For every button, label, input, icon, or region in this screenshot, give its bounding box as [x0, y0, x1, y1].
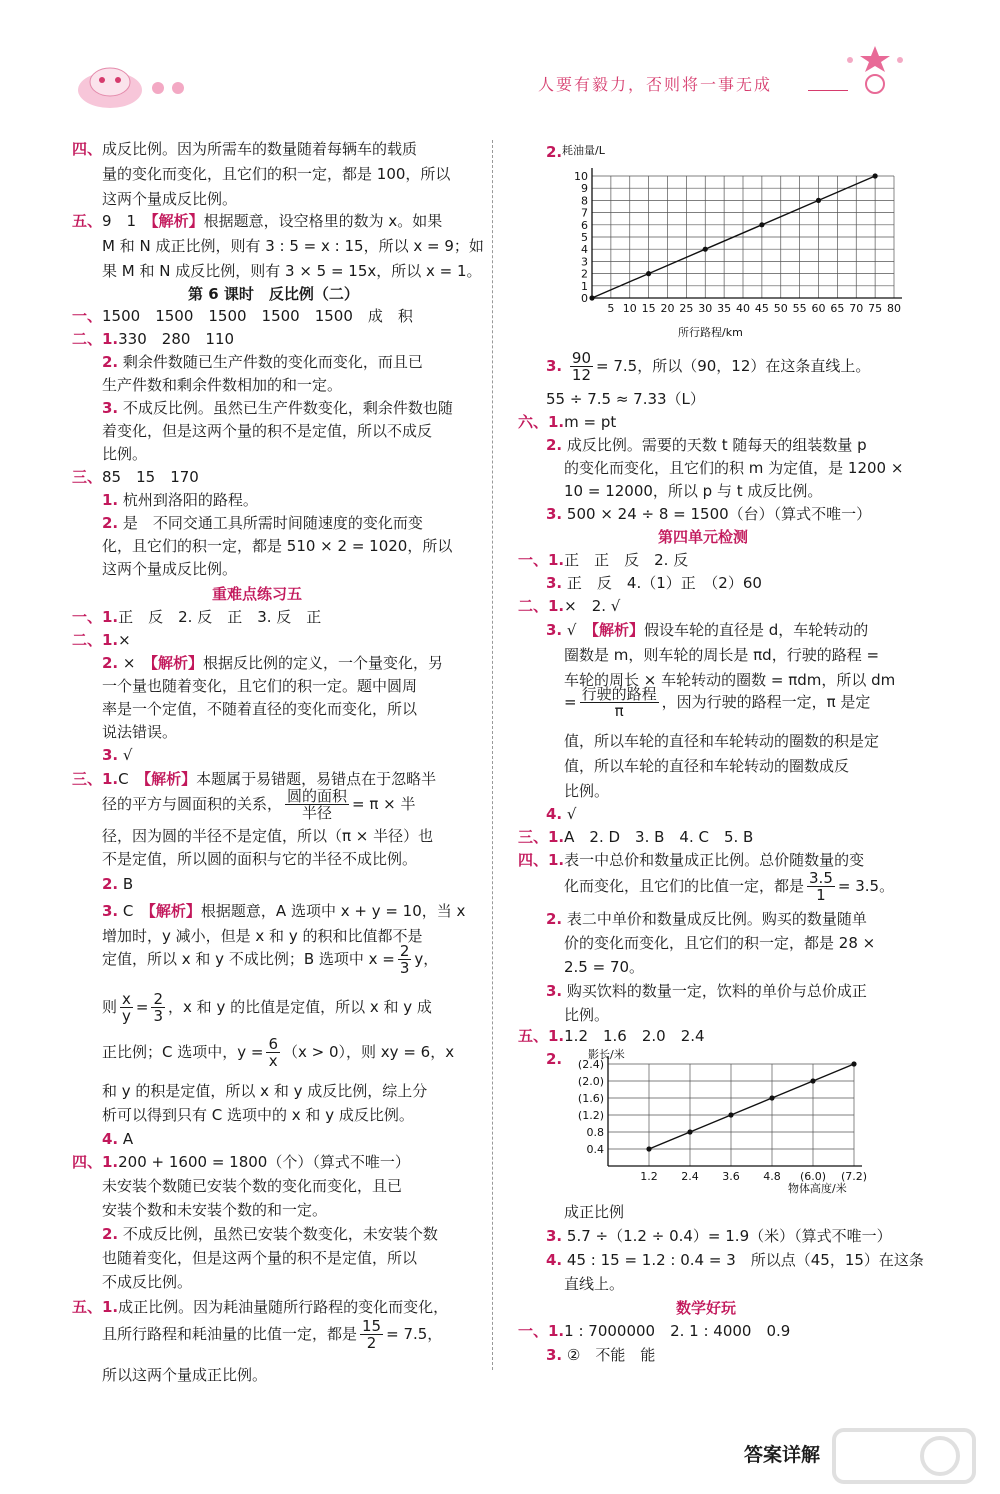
data-point	[851, 1061, 856, 1066]
answer-line: 3. 正 反 4.（1）正 （2）60	[546, 574, 762, 592]
answer-line: 2. 表二中单价和数量成反比例。购买的数量随单	[546, 910, 867, 928]
x-tick-label: 45	[754, 302, 769, 315]
page-header	[0, 0, 1000, 120]
answer-line: 2.5 = 70。	[564, 958, 645, 976]
footer-label: 答案详解	[744, 1444, 821, 1466]
answer-line: 增加时，y 减小，但是 x 和 y 的积和比值都不是	[102, 927, 423, 945]
answer-line: 3. C 【解析】根据题意，A 选项中 x + y = 10，当 x	[102, 902, 466, 920]
answer-line: 五、1.成正比例。因为耗油量随所行路程的变化而变化，	[72, 1298, 449, 1316]
answer-line: 则 $\frac{x}{y}$ = $\frac{2}{3}$ ，x 和 y 的比值是定值，所以 x 和 y 成	[102, 990, 432, 1025]
answer-line: 一、1.正 反 2. 反 正 3. 反 正	[72, 608, 322, 626]
answer-line: 不成反比例。	[102, 1273, 193, 1291]
fraction: $\frac{\text{圆的面积}}{\text{半径}}$	[287, 787, 348, 822]
answer-line: 2. 剩余件数随已生产件数的变化而变化，而且已	[102, 353, 423, 371]
x-axis-label: 所行路程/km	[678, 326, 743, 339]
answer-line: 二、1.× 2. √	[518, 597, 621, 615]
crown-decoration-icon	[830, 40, 920, 110]
answer-line: 且所行路程和耗油量的比值一定，都是 $\frac{15}{2}$ = 7.5，	[102, 1317, 443, 1352]
origin-label: 0	[581, 292, 588, 305]
answer-line: 说法错误。	[102, 723, 178, 741]
x-tick-label: 80	[887, 302, 901, 315]
y-tick-label: 6	[581, 218, 588, 232]
answer-line: 五、1.1.2 1.6 2.0 2.4	[518, 1027, 705, 1045]
answer-line: 这两个量成反比例。	[102, 190, 238, 208]
y-tick-label: 9	[581, 182, 588, 196]
x-tick-label: 2.4	[681, 1170, 699, 1183]
answer-line: = $\frac{\text{行驶的路程}}{\pi}$ ，因为行驶的路程一定，π 是定	[564, 685, 871, 720]
fraction: $\frac{15}{2}$	[362, 1317, 382, 1352]
y-tick-label: (1.6)	[577, 1092, 604, 1105]
answer-line: 不是定值，所以圆的面积与它的半径不成比例。	[102, 850, 418, 868]
answer-line: 果 M 和 N 成反比例，则有 3 × 5 = 15x，所以 x = 1。	[102, 262, 482, 280]
x-tick-label: 4.8	[763, 1170, 781, 1183]
y-tick-label: (2.4)	[577, 1058, 604, 1071]
x-tick-label: 50	[773, 302, 788, 315]
answer-line: 所以这两个量成正比例。	[102, 1366, 268, 1384]
data-point	[816, 198, 821, 203]
section-heading: 重难点练习五	[212, 585, 303, 603]
answer-line: 3. $\frac{90}{12}$ = 7.5，所以（90，12）在这条直线上。	[546, 349, 871, 384]
answer-line: 这两个量成反比例。	[102, 560, 238, 578]
x-tick-label: 75	[868, 302, 883, 315]
answer-line: 2. × 【解析】根据反比例的定义，一个量变化，另	[102, 654, 444, 672]
answer-line: 径，因为圆的半径不是定值，所以（π × 半径）也	[102, 827, 434, 845]
answer-line: 3. 购买饮料的数量一定，饮料的单价与总价成正	[546, 982, 867, 1000]
x-tick-label: 5	[607, 302, 615, 315]
answer-line: 安装个数和未安装个数的和一定。	[102, 1201, 328, 1219]
y-tick-label: 4	[581, 243, 588, 257]
x-tick-label: 55	[792, 302, 807, 315]
data-point	[687, 1129, 692, 1134]
section-heading: 第 6 课时 反比例（二）	[188, 285, 359, 303]
fraction: $\frac{2}{3}$	[153, 990, 164, 1025]
cartoon-decoration-icon	[70, 52, 200, 112]
y-axis-label: 影长/米	[588, 1048, 625, 1061]
x-tick-label: 10	[622, 302, 637, 315]
y-tick-label: 7	[581, 206, 588, 220]
answer-line: 二、1.×	[72, 631, 131, 649]
answer-line: 六、1.m = pt	[518, 413, 617, 431]
x-tick-label: 35	[717, 302, 732, 315]
fuel-consumption-chart	[558, 140, 918, 350]
y-tick-label: (2.0)	[577, 1075, 604, 1088]
answer-line: 五、9 1 【解析】根据题意，设空格里的数为 x。如果	[72, 212, 443, 230]
answer-line: 4. 45 : 15 = 1.2 : 0.4 = 3 所以点（45，15）在这条	[546, 1251, 924, 1269]
x-tick-label: (7.2)	[840, 1170, 868, 1183]
data-point	[759, 222, 764, 227]
x-axis-label: 物体高度/米	[788, 1182, 847, 1195]
answer-line: 1. 杭州到洛阳的路程。	[102, 491, 258, 509]
answer-line: 生产件数和剩余件数相加的和一定。	[102, 376, 343, 394]
y-tick-label: 8	[581, 194, 588, 208]
answer-line: 着变化，但是这两个量的积不是定值，所以不成反	[102, 422, 433, 440]
answer-line: 未安装个数随已安装个数的变化而变化，且已	[102, 1177, 403, 1195]
answer-line: 4. √	[546, 805, 577, 823]
fraction: $\frac{3.5}{1}$	[809, 869, 833, 904]
answer-line: 量的变化而变化，且它们的积一定，都是 100，所以	[102, 165, 451, 183]
answer-line: 价的变化而变化，且它们的积一定，都是 28 ×	[564, 934, 876, 952]
answer-line: 化，且它们的积一定，都是 510 × 2 = 1020，所以	[102, 537, 453, 555]
answer-line: 4. A	[102, 1130, 134, 1148]
y-tick-label: 0.8	[586, 1126, 604, 1139]
fraction: $\frac{6}{x}$	[268, 1035, 279, 1070]
data-point	[873, 173, 878, 178]
y-tick-label: 10	[574, 170, 588, 183]
answer-line: 2. B	[102, 875, 134, 893]
answer-line: 比例。	[564, 782, 610, 800]
answer-line: 一个量也随着变化，且它们的积一定。题中圆周	[102, 677, 418, 695]
answer-line: 2. 成反比例。需要的天数 t 随每天的组装数量 p	[546, 436, 867, 454]
answer-line: 三、1.A 2. D 3. B 4. C 5. B	[518, 828, 754, 846]
answer-line: 55 ÷ 7.5 ≈ 7.33（L）	[546, 390, 705, 408]
answer-line: 析可以得到只有 C 选项中的 x 和 y 成反比例。	[102, 1106, 414, 1124]
data-point	[703, 247, 708, 252]
answer-line: 比例。	[564, 1006, 610, 1024]
motto-text: 人要有毅力，否则将一事无成	[538, 75, 773, 94]
answer-line: 一、1.1 : 7000000 2. 1 : 4000 0.9	[518, 1322, 791, 1340]
x-tick-label: 65	[830, 302, 845, 315]
series-line	[649, 1064, 854, 1149]
data-point	[769, 1095, 774, 1100]
answer-line: 正比例；C 选项中，y = $\frac{6}{x}$ （x > 0），则 xy = 6，x	[102, 1035, 455, 1070]
answer-line: 值，所以车轮的直径和车轮转动的圈数成反	[564, 757, 850, 775]
x-tick-label: 25	[679, 302, 694, 315]
fraction: $\frac{\text{行驶的路程}}{\pi}$	[581, 685, 657, 720]
fraction: $\frac{x}{y}$	[122, 990, 131, 1025]
answer-line: 直线上。	[564, 1275, 625, 1293]
data-point	[646, 271, 651, 276]
answer-line: 四、1.表一中总价和数量成正比例。总价随数量的变	[518, 851, 865, 869]
answer-line: 和 y 的积是定值，所以 x 和 y 成反比例，综上分	[102, 1082, 428, 1100]
x-tick-label: 1.2	[640, 1170, 658, 1183]
answer-line: 值，所以车轮的直径和车轮转动的圈数的积是定	[564, 732, 880, 750]
y-axis-label: 耗油量/L	[562, 144, 605, 157]
x-tick-label: (6.0)	[799, 1170, 827, 1183]
answer-line: 一、1500 1500 1500 1500 1500 成 积	[72, 307, 413, 325]
answer-line: 二、1.330 280 110	[72, 330, 235, 348]
answer-line: 车轮的周长 × 车轮转动的圈数 = πdm，所以 dm	[564, 671, 896, 689]
answer-line: 3. √	[102, 746, 133, 764]
answer-line: 一、1.正 正 反 2. 反	[518, 551, 689, 569]
data-point	[589, 295, 594, 300]
y-tick-label: 2	[581, 267, 588, 281]
x-tick-label: 15	[641, 302, 656, 315]
x-tick-label: 70	[849, 302, 864, 315]
answer-line: 10 = 12000，所以 p 与 t 成反比例。	[564, 482, 823, 500]
shadow-length-chart	[558, 1046, 918, 1196]
data-point	[646, 1146, 651, 1151]
answer-line: 2. 是 不同交通工具所需时间随速度的变化而变	[102, 514, 423, 532]
answer-line: 定值，所以 x 和 y 不成比例；B 选项中 x = $\frac{2}{3}$ y，	[102, 942, 439, 977]
answer-line: 径的平方与圆面积的关系， $\frac{\text{圆的面积}}{\text{半径}}$ = π × 半	[102, 787, 416, 822]
x-tick-label: 30	[698, 302, 713, 315]
answer-line: 的变化而变化，且它们的积 m 为定值，是 1200 ×	[564, 459, 904, 477]
answer-line: 3. √ 【解析】假设车轮的直径是 d，车轮转动的	[546, 621, 869, 639]
y-tick-label: 0.4	[586, 1143, 604, 1156]
data-point	[810, 1078, 815, 1083]
answer-line: 2.	[546, 1050, 563, 1068]
fraction: $\frac{2}{3}$	[399, 942, 410, 977]
answer-line: 四、成反比例。因为所需车的数量随着每辆车的载质	[72, 140, 418, 158]
answer-line: 四、1.200 + 1600 = 1800（个）（算式不唯一）	[72, 1153, 410, 1171]
answer-line: 2.	[546, 143, 563, 161]
y-tick-label: 1	[581, 279, 588, 293]
fraction: $\frac{90}{12}$	[571, 349, 592, 384]
x-tick-label: 3.6	[722, 1170, 740, 1183]
answer-line: M 和 N 成正比例，则有 3 : 5 = x : 15，所以 x = 9；如	[102, 237, 484, 255]
x-tick-label: 60	[811, 302, 826, 315]
x-tick-label: 40	[736, 302, 750, 315]
answer-line: 三、1.C 【解析】本题属于易错题，易错点在于忽略半	[72, 770, 437, 788]
answer-line: 化而变化，且它们的比值一定，都是 $\frac{3.5}{1}$ = 3.5。	[564, 869, 895, 904]
section-heading: 第四单元检测	[658, 528, 749, 546]
section-heading: 数学好玩	[676, 1299, 737, 1317]
data-point	[728, 1112, 733, 1117]
x-tick-label: 20	[660, 302, 675, 315]
y-tick-label: (1.2)	[577, 1109, 604, 1122]
answer-line: 3. 500 × 24 ÷ 8 = 1500（台）（算式不唯一）	[546, 505, 872, 523]
answer-line: 圈数是 m，则车轮的周长是 πd，行驶的路程 =	[564, 646, 880, 664]
answer-line: 成正比例	[564, 1203, 625, 1221]
answer-line: 3. 不成反比例。虽然已生产件数变化，剩余件数也随	[102, 399, 453, 417]
answer-line: 3. 5.7 ÷（1.2 ÷ 0.4）= 1.9（米）（算式不唯一）	[546, 1227, 892, 1245]
y-tick-label: 5	[581, 231, 588, 244]
answer-line: 比例。	[102, 445, 148, 463]
answer-line: 三、85 15 170	[72, 468, 199, 486]
column-divider	[492, 140, 493, 1370]
watermark-logo-icon	[830, 1420, 980, 1490]
answer-line: 率是一个定值，不随着直径的变化而变化，所以	[102, 700, 418, 718]
y-tick-label: 3	[581, 255, 588, 269]
answer-line: 2. 不成反比例，虽然已安装个数变化，未安装个数	[102, 1225, 438, 1243]
answer-line: 3. ② 不能 能	[546, 1346, 656, 1364]
answer-line: 也随着变化，但是这两个量的积不是定值，所以	[102, 1249, 418, 1267]
